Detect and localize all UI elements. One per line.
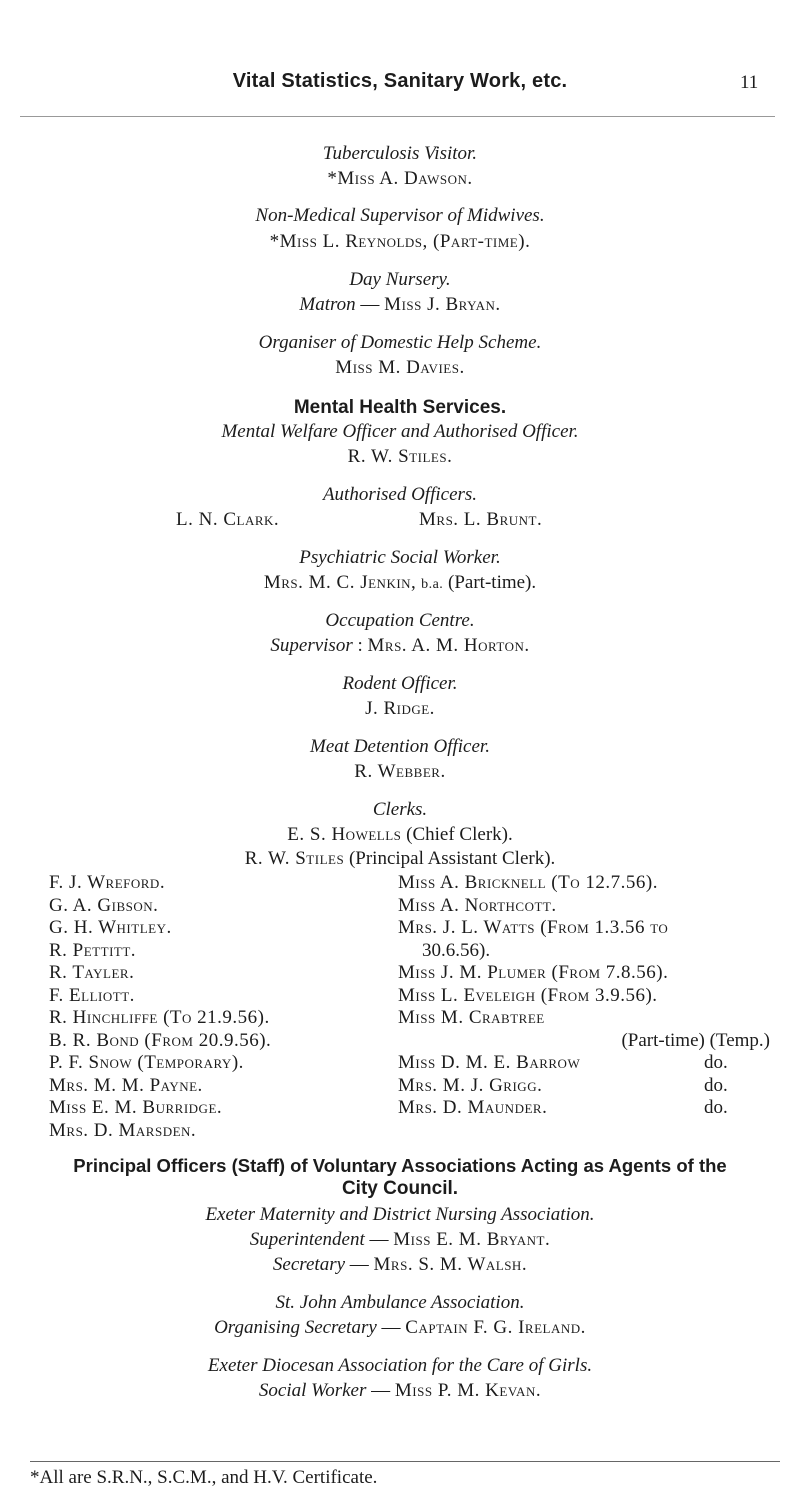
- list-item: Miss A. Northcott.: [398, 894, 557, 916]
- tb-heading: Tuberculosis Visitor.: [322, 143, 478, 164]
- clerks-left-column: [49, 872, 379, 1142]
- social-name: Miss P. M. Kevan.: [394, 1380, 542, 1401]
- list-item: [398, 1097, 778, 1120]
- occupation-line: Supervisor : Mrs. A. M. Horton.: [270, 635, 530, 656]
- list-item: Miss J. M. Plumer (From 7.8.56).: [398, 962, 669, 983]
- ditto-mark: do.: [704, 1097, 728, 1118]
- list-item: Mrs. D. Marsden.: [49, 1119, 197, 1141]
- exeter-maternity-heading: Exeter Maternity and District Nursing Association.: [205, 1204, 595, 1225]
- list-item: Miss A. Bricknell (To 12.7.56).: [398, 872, 658, 893]
- list-item: Miss L. Eveleigh (From 3.9.56).: [398, 984, 658, 1006]
- list-item: Mrs. J. L. Watts (From 1.3.56 to: [398, 917, 669, 938]
- page-header-title: Vital Statistics, Sanitary Work, etc.: [232, 70, 568, 92]
- nursery-dash: —: [360, 294, 380, 315]
- chief-clerk-name: E. S. Howells: [287, 824, 402, 845]
- list-item: Miss E. M. Burridge.: [49, 1097, 223, 1118]
- ditto-mark: do.: [704, 1052, 728, 1073]
- psych-heading: Psychiatric Social Worker.: [299, 547, 501, 568]
- diocesan-heading: Exeter Diocesan Association for the Care of Girls.: [207, 1355, 593, 1376]
- list-item: F. J. Wreford.: [49, 872, 166, 893]
- authorised-name-2: Mrs. L. Brunt.: [419, 509, 543, 530]
- st-john-heading: St. John Ambulance Association.: [275, 1292, 525, 1313]
- meat-name: R. Webber.: [354, 761, 446, 782]
- authorised-name-1: L. N. Clark.: [176, 509, 280, 530]
- midwives-heading: Non-Medical Supervisor of Midwives.: [255, 205, 545, 226]
- nursery-name: Miss J. Bryan.: [384, 294, 501, 315]
- secretary-name: Mrs. S. M. Walsh.: [373, 1254, 528, 1275]
- list-item: R. Pettitt.: [49, 939, 137, 961]
- superintendent-role: Superintendent: [249, 1229, 365, 1250]
- ditto-mark: do.: [704, 1074, 728, 1096]
- header-rule: [20, 116, 775, 117]
- nursery-line: [0, 294, 800, 316]
- psych-note: (Part-time).: [448, 572, 537, 593]
- chief-clerk-note: (Chief Clerk).: [406, 824, 513, 845]
- chief-clerk-line: [0, 824, 800, 846]
- psych-line: [0, 572, 800, 594]
- occupation-name: Mrs. A. M. Horton.: [367, 635, 530, 656]
- list-item: B. R. Bond (From 20.9.56).: [49, 1029, 272, 1051]
- mental-health-title: Mental Health Services.: [293, 397, 507, 418]
- list-item: F. Elliott.: [49, 984, 135, 1006]
- list-item: R. Hinchliffe (To 21.9.56).: [49, 1007, 270, 1028]
- occupation-role: Supervisor: [270, 635, 353, 656]
- occupation-heading: Occupation Centre.: [325, 610, 475, 631]
- mental-welfare-heading: Mental Welfare Officer and Authorised Officer.: [221, 421, 579, 442]
- psych-degree: b.a.: [421, 577, 444, 592]
- list-item-name: Mrs. D. Maunder.: [398, 1097, 548, 1118]
- rodent-name: J. Ridge.: [365, 698, 435, 719]
- domestic-name: Miss M. Davies.: [335, 357, 465, 378]
- voluntary-title-line1: Principal Officers (Staff) of Voluntary Associations Acting as Agents of the: [73, 1155, 727, 1176]
- footnote-rule: [30, 1461, 780, 1462]
- organising-role: Organising Secretary: [214, 1317, 377, 1338]
- mental-welfare-name: R. W. Stiles.: [347, 446, 453, 467]
- principal-clerk-name: R. W. Stiles: [244, 848, 345, 869]
- superintendent-line: Superintendent — Miss E. M. Bryant.: [249, 1229, 551, 1250]
- secretary-line: Secretary — Mrs. S. M. Walsh.: [272, 1254, 528, 1275]
- clerks-heading: Clerks.: [372, 799, 428, 820]
- footnote: *All are S.R.N., S.C.M., and H.V. Certificate.: [30, 1467, 378, 1488]
- social-role: Social Worker: [258, 1380, 367, 1401]
- list-item: P. F. Snow (Temporary).: [49, 1052, 244, 1073]
- list-item: (Part-time) (Temp.): [621, 1029, 770, 1051]
- tb-name: *Miss A. Dawson.: [327, 168, 473, 189]
- list-item: 30.6.56).: [422, 939, 491, 961]
- authorised-heading: Authorised Officers.: [322, 484, 478, 505]
- page-number: 11: [740, 72, 759, 93]
- nursery-heading: Day Nursery.: [349, 269, 451, 290]
- list-item: G. A. Gibson.: [49, 894, 159, 916]
- psych-name: Mrs. M. C. Jenkin,: [263, 572, 417, 593]
- list-item-name: Miss D. M. E. Barrow: [398, 1052, 581, 1073]
- voluntary-title-line2: City Council.: [341, 1178, 459, 1199]
- list-item: [398, 1052, 778, 1075]
- list-item-name: Mrs. M. J. Grigg.: [398, 1074, 543, 1096]
- secretary-role: Secretary: [272, 1254, 346, 1275]
- principal-clerk-note: (Principal Assistant Clerk).: [348, 848, 556, 869]
- midwives-name: *Miss L. Reynolds, (Part-time).: [269, 231, 531, 252]
- list-item: [398, 1075, 778, 1098]
- list-item: Miss M. Crabtree: [398, 1007, 545, 1028]
- rodent-heading: Rodent Officer.: [342, 673, 458, 694]
- list-item: Mrs. M. M. Payne.: [49, 1074, 203, 1096]
- list-item: G. H. Whitley.: [49, 917, 172, 938]
- principal-clerk-line: [0, 848, 800, 870]
- nursery-role: Matron: [299, 294, 356, 315]
- domestic-heading: Organiser of Domestic Help Scheme.: [258, 332, 542, 353]
- clerks-right-column: [398, 872, 778, 1120]
- superintendent-name: Miss E. M. Bryant.: [393, 1229, 551, 1250]
- meat-heading: Meat Detention Officer.: [310, 736, 490, 757]
- social-worker-line: Social Worker — Miss P. M. Kevan.: [258, 1380, 542, 1401]
- organising-name: Captain F. G. Ireland.: [405, 1317, 586, 1338]
- organising-line: Organising Secretary — Captain F. G. Ireland.: [214, 1317, 586, 1338]
- list-item: R. Tayler.: [49, 962, 135, 983]
